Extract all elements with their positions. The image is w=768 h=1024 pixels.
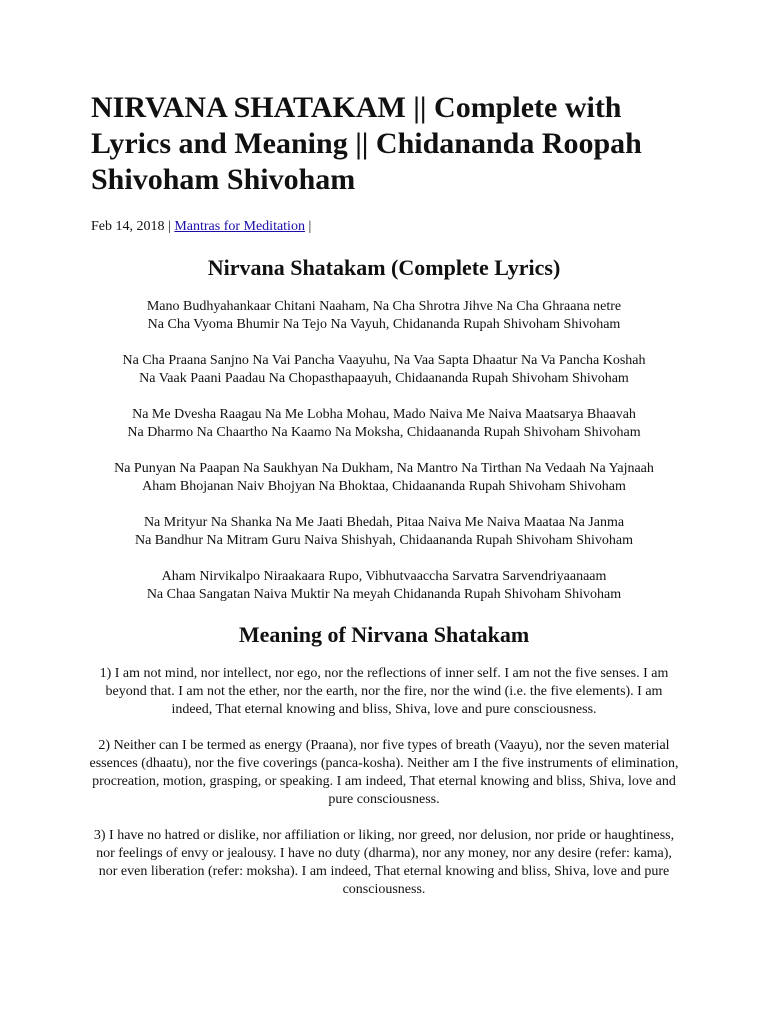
lyrics-line: Na Punyan Na Paapan Na Saukhyan Na Dukham, Na Mantro Na Tirthan Na Vedaah Na Yajnaah <box>114 461 654 476</box>
meaning-heading: Meaning of Nirvana Shatakam <box>238 622 530 647</box>
meaning-paragraph: 1) I am not mind, nor intellect, nor ego, nor the reflections of inner self. I am not the five senses. I am beyond that. I am not the ether, nor the earth, nor the fire, nor the wind (i.e. the five elements). I am indeed, That eternal knowing and bliss, Shiva, love and pure consciousness. <box>99 666 669 717</box>
meaning-paragraph: 2) Neither can I be termed as energy (Praana), nor five types of breath (Vaayu), nor the seven material essences (dhaatu), nor the five coverings (panca-kosha). Neither am I the five instruments of elimination, procreation, motion, grasping, or speaking. I am indeed, That eternal knowing and bliss, Shiva, love and pure consciousness. <box>89 738 679 807</box>
lyrics-line: Na Cha Praana Sanjno Na Vai Pancha Vaayuhu, Na Vaa Sapta Dhaatur Na Va Pancha Koshah <box>122 353 646 368</box>
lyrics-stanza <box>0 568 768 604</box>
lyrics-line: Na Dharmo Na Chaartho Na Kaamo Na Moksha, Chidaananda Rupah Shivoham Shivoham <box>127 425 641 440</box>
lyrics-line: Na Bandhur Na Mitram Guru Naiva Shishyah, Chidaananda Rupah Shivoham Shivoham <box>134 533 634 548</box>
lyrics-line: Aham Nirvikalpo Niraakaara Rupo, Vibhutvaaccha Sarvatra Sarvendriyaanaam <box>161 569 607 584</box>
lyrics-stanza <box>0 460 768 496</box>
lyrics-stanza <box>0 406 768 442</box>
lyrics-heading: Nirvana Shatakam (Complete Lyrics) <box>207 255 561 280</box>
meta-separator: | <box>304 219 312 234</box>
article-meta <box>91 217 311 237</box>
article-title: NIRVANA SHATAKAM || Complete with Lyrics and Meaning || Chidananda Roopah Shivoham Shivoham <box>91 91 642 196</box>
lyrics-line: Na Cha Vyoma Bhumir Na Tejo Na Vayuh, Chidananda Rupah Shivoham Shivoham <box>147 317 621 332</box>
lyrics-line: Mano Budhyahankaar Chitani Naaham, Na Cha Shrotra Jihve Na Cha Ghraana netre <box>146 299 622 314</box>
lyrics-stanza <box>0 352 768 388</box>
post-date: Feb 14, 2018 <box>91 219 165 234</box>
lyrics-stanza <box>0 514 768 550</box>
lyrics-line: Na Mrityur Na Shanka Na Me Jaati Bhedah, Pitaa Naiva Me Naiva Maataa Na Janma <box>143 515 625 530</box>
lyrics-line: Na Vaak Paani Paadau Na Chopasthapaayuh, Chidaananda Rupah Shivoham Shivoham <box>139 371 629 386</box>
meaning-paragraph: 3) I have no hatred or dislike, nor affiliation or liking, nor greed, nor delusion, nor pride or haughtiness, nor feelings of envy or jealousy. I have no duty (dharma), nor any money, nor any desire (refer: kama), nor even liberation (refer: moksha). I am indeed, That eternal knowing and bliss, Shiva, love and pure consciousness. <box>93 828 675 897</box>
lyrics-stanza <box>0 298 768 334</box>
lyrics-block <box>0 298 768 622</box>
category-link[interactable]: Mantras for Meditation <box>174 219 305 234</box>
meaning-block <box>88 665 680 917</box>
meta-separator: | <box>164 219 175 234</box>
lyrics-line: Na Me Dvesha Raagau Na Me Lobha Mohau, Mado Naiva Me Naiva Maatsarya Bhaavah <box>132 407 636 422</box>
lyrics-line: Aham Bhojanan Naiv Bhojyan Na Bhoktaa, Chidaananda Rupah Shivoham Shivoham <box>142 479 626 494</box>
lyrics-line: Na Chaa Sangatan Naiva Muktir Na meyah Chidananda Rupah Shivoham Shivoham <box>146 587 622 602</box>
